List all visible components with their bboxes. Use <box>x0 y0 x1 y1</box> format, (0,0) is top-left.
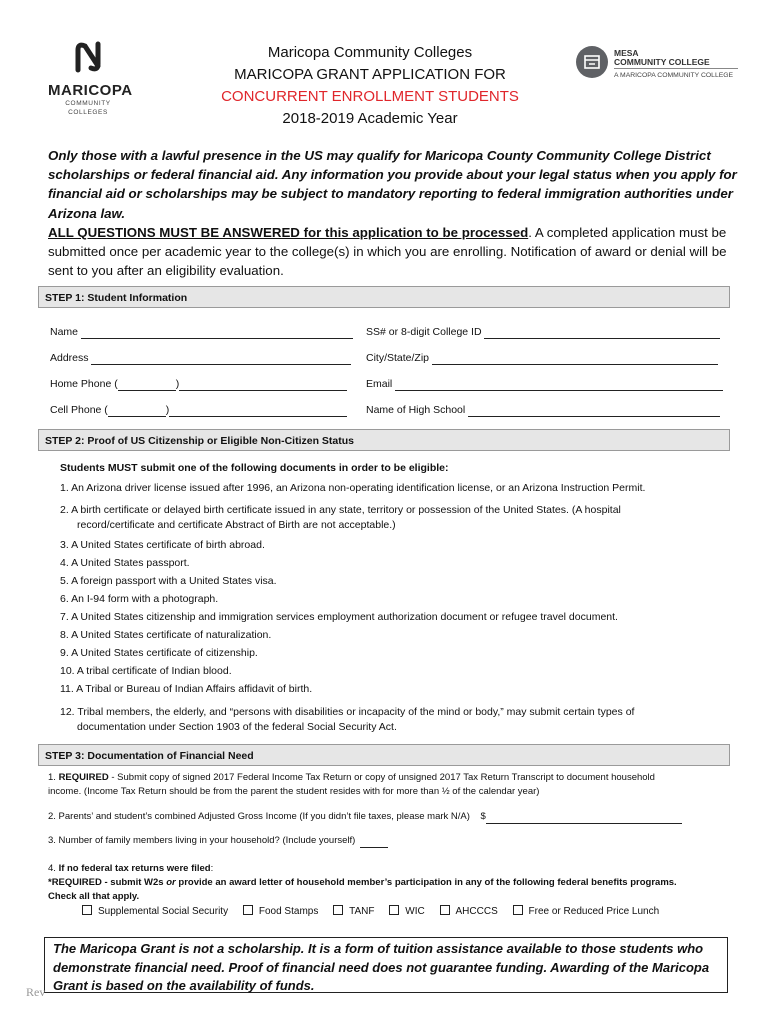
option-wic[interactable] <box>389 906 424 917</box>
mesa-logo-line-3: A MARICOPA COMMUNITY COLLEGE <box>614 72 734 79</box>
option-ahcccs-label: AHCCCS <box>455 906 498 917</box>
option-ahcccs[interactable] <box>440 906 498 917</box>
cell-phone-paren: ) <box>165 404 170 416</box>
name-input-line[interactable] <box>81 327 353 339</box>
address-field[interactable] <box>50 351 351 365</box>
email-label: Email <box>366 378 393 390</box>
cell-phone-field[interactable] <box>50 403 347 417</box>
q4-bold: If no federal tax returns were filed <box>58 863 211 874</box>
city-input-line[interactable] <box>432 353 718 365</box>
q4-colon: : <box>210 863 214 874</box>
email-input-line[interactable] <box>395 379 723 391</box>
home-phone-label: Home Phone ( <box>50 378 118 390</box>
grant-notice: The Maricopa Grant is not a scholarship. It is a form of tuition assistance available to those students who demonstrate financial need. Proof of financial need does not guarantee funding. Awarding of the Maricopa Grant is based on the availability of funds. <box>44 937 728 993</box>
option-food-stamps-label: Food Stamps <box>258 906 319 917</box>
q2-text: 2. Parents’ and student’s combined Adjusted Gross Income (If you didn’t file taxes, please mark N/A) <box>48 811 470 822</box>
ssn-input-line[interactable] <box>484 327 720 339</box>
home-phone-area-line[interactable] <box>118 379 176 391</box>
mesa-logo <box>576 46 746 82</box>
q2-dollar: $ <box>480 811 486 822</box>
ssn-field[interactable] <box>366 325 720 339</box>
step3-header: STEP 3: Documentation of Financial Need <box>38 744 730 766</box>
checkbox-tanf[interactable] <box>333 905 343 915</box>
doc-item-5: 5. A foreign passport with a United States visa. <box>60 575 277 587</box>
doc-item-3: 3. A United States certificate of birth abroad. <box>60 539 265 551</box>
maricopa-logo-icon <box>71 40 105 74</box>
option-wic-label: WIC <box>405 906 425 917</box>
step1-header: STEP 1: Student Information <box>38 286 730 308</box>
checkbox-wic[interactable] <box>389 905 399 915</box>
revision-label: Rev <box>26 985 46 999</box>
title-line-4: 2018-2019 Academic Year <box>282 110 458 127</box>
doc-item-7: 7. A United States citizenship and immigration services employment authorization document or refugee travel document. <box>60 611 618 623</box>
step2-header: STEP 2: Proof of US Citizenship or Eligible Non-Citizen Status <box>38 429 730 451</box>
cell-phone-input-line[interactable] <box>169 405 347 417</box>
cell-phone-area-line[interactable] <box>108 405 166 417</box>
q1-text: - Submit copy of signed 2017 Federal Income Tax Return or copy of unsigned 2017 Tax Return Transcript to document household <box>108 772 655 783</box>
doc-item-4: 4. A United States passport. <box>60 557 190 569</box>
maricopa-logo <box>48 40 133 117</box>
address-label: Address <box>50 352 89 364</box>
high-school-input-line[interactable] <box>468 405 720 417</box>
cell-phone-label: Cell Phone ( <box>50 404 108 416</box>
form-title <box>200 42 540 130</box>
checkbox-food-stamps[interactable] <box>243 905 253 915</box>
option-lunch[interactable] <box>513 906 660 917</box>
title-line-2: MARICOPA GRANT APPLICATION FOR <box>234 66 506 83</box>
city-field[interactable] <box>366 351 718 365</box>
all-questions-required: ALL QUESTIONS MUST BE ANSWERED for this application to be processed <box>48 224 529 240</box>
name-label: Name <box>50 326 79 338</box>
high-school-label: Name of High School <box>366 404 466 416</box>
legal-status-warning: Only those with a lawful presence in the US may qualify for Maricopa County Community College District scholarships or federal financial aid. Any information you provide about your legal status when you apply for financial aid or scholarships may be subject to mandatory reporting to federal immigration authorities under Arizona law. <box>48 148 737 221</box>
doc-item-9: 9. A United States certificate of citizenship. <box>60 647 258 659</box>
q1-number: 1. <box>48 772 59 783</box>
doc-item-10: 10. A tribal certificate of Indian blood. <box>60 665 232 677</box>
q3-text: 3. Number of family members living in your household? (Include yourself) <box>48 835 356 846</box>
doc-item-8: 8. A United States certificate of naturalization. <box>60 629 272 641</box>
option-tanf-label: TANF <box>349 906 375 917</box>
doc-item-12: 12. Tribal members, the elderly, and “persons with disabilities or incapacity of the mind or body,” may submit certain types of <box>60 706 635 718</box>
q1-text-2: income. (Income Tax Return should be from the parent the student resides with for more than ½ of the calendar year) <box>48 786 540 797</box>
q4-req-a: *REQUIRED - submit W2s <box>48 877 167 888</box>
family-count-input-line[interactable] <box>360 836 388 848</box>
checkbox-ahcccs[interactable] <box>440 905 450 915</box>
doc-item-6: 6. An I-94 form with a photograph. <box>60 593 219 605</box>
mesa-logo-line-2: COMMUNITY COLLEGE <box>614 57 710 67</box>
address-input-line[interactable] <box>91 353 351 365</box>
q4-req-or: or <box>166 877 176 888</box>
q4-number: 4. <box>48 863 59 874</box>
intro-paragraph <box>48 146 738 280</box>
checkbox-ssi[interactable] <box>82 905 92 915</box>
name-field[interactable] <box>50 325 353 339</box>
q1-required <box>48 771 738 799</box>
q2-agi <box>48 810 682 824</box>
agi-input-line[interactable] <box>486 812 682 824</box>
step2-lead: Students MUST submit one of the following documents in order to be eligible: <box>60 462 449 474</box>
doc-item-12-cont: documentation under Section 1903 of the federal Social Security Act. <box>77 721 397 733</box>
maricopa-logo-sub: COMMUNITY COLLEGES <box>65 100 111 116</box>
benefits-checklist <box>82 905 671 919</box>
mesa-logo-line-1: MESA <box>614 48 639 58</box>
doc-item-11: 11. A Tribal or Bureau of Indian Affairs affidavit of birth. <box>60 683 313 695</box>
home-phone-field[interactable] <box>50 377 347 391</box>
maricopa-logo-brand: MARICOPA <box>48 82 133 99</box>
q4-req-c: Check all that apply. <box>48 891 140 902</box>
option-tanf[interactable] <box>333 906 374 917</box>
q4-no-returns <box>48 862 738 904</box>
doc-item-2: 2. A birth certificate or delayed birth certificate issued in any state, territory or possession of the United States. (A hospital <box>60 504 621 516</box>
q4-req-b: provide an award letter of household member’s participation in any of the following federal benefits programs. <box>175 877 677 888</box>
option-lunch-label: Free or Reduced Price Lunch <box>528 906 660 917</box>
title-line-3: CONCURRENT ENROLLMENT STUDENTS <box>221 88 519 105</box>
option-ssi-label: Supplemental Social Security <box>98 906 229 917</box>
doc-item-2-cont: record/certificate and certificate Abstract of Birth are not acceptable.) <box>77 519 396 531</box>
option-food-stamps[interactable] <box>243 906 318 917</box>
q1-required-label: REQUIRED <box>58 772 109 783</box>
doc-item-1: 1. An Arizona driver license issued after 1996, an Arizona non-operating identification license, or an Arizona Instruction Permit. <box>60 482 646 494</box>
mesa-logo-divider <box>614 68 738 69</box>
q3-family <box>48 834 388 848</box>
city-label: City/State/Zip <box>366 352 430 364</box>
intro-rest: . A completed application must be submitted once per academic year to the college(s) in which you are enrolling. Notification of award or denial will be sent to you after an eligibility evaluation. <box>48 224 727 279</box>
home-phone-input-line[interactable] <box>179 379 347 391</box>
checkbox-lunch[interactable] <box>513 905 523 915</box>
home-phone-paren: ) <box>175 378 180 390</box>
option-ssi[interactable] <box>82 906 228 917</box>
mesa-logo-icon <box>576 46 608 78</box>
high-school-field[interactable] <box>366 403 720 417</box>
ssn-label: SS# or 8-digit College ID <box>366 326 482 338</box>
email-field[interactable] <box>366 377 723 391</box>
title-line-1: Maricopa Community Colleges <box>267 44 473 61</box>
